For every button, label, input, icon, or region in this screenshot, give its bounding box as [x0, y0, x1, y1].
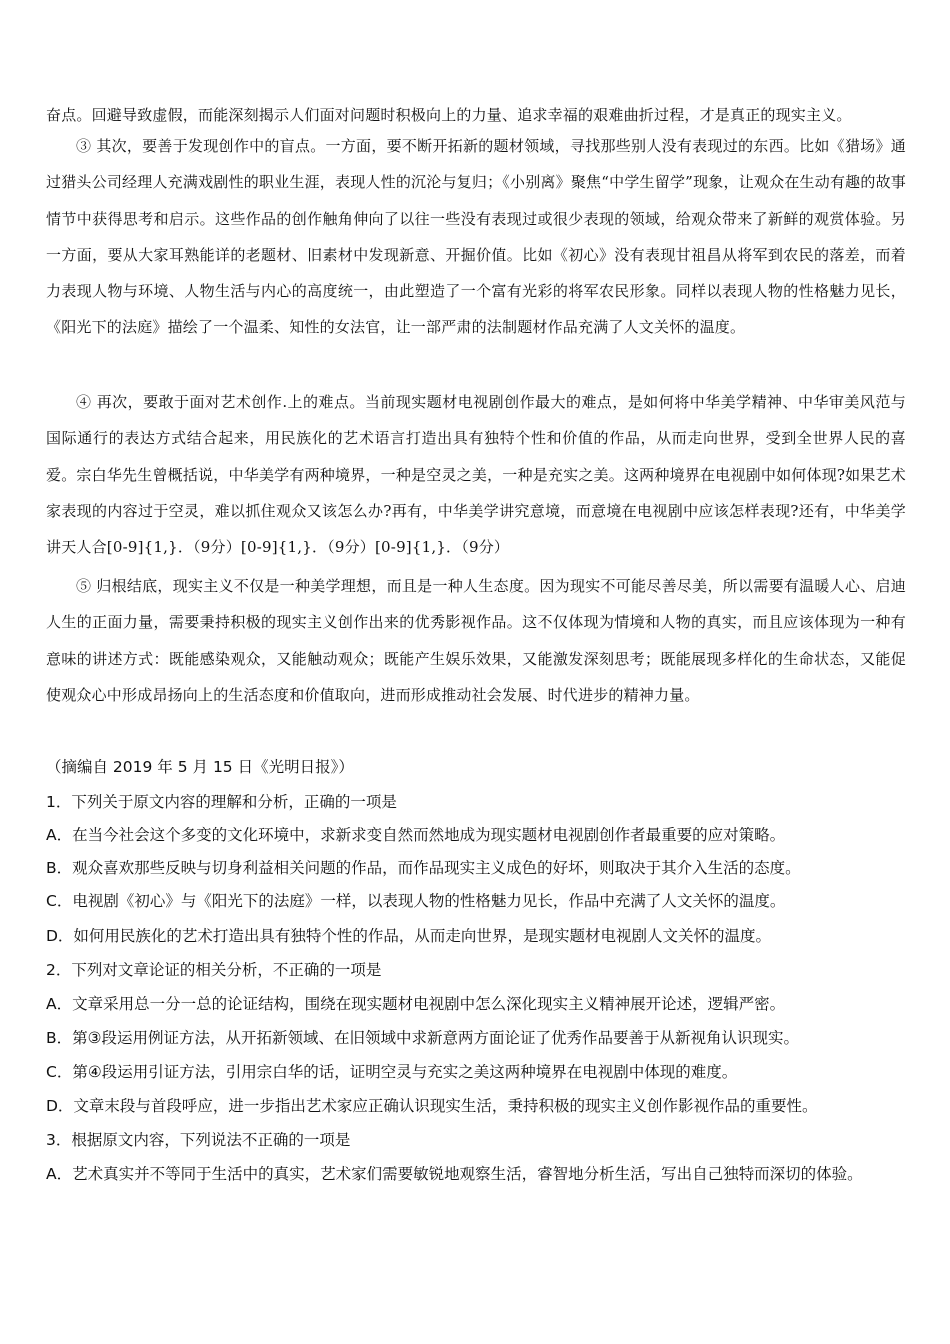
- question-2-option-b[interactable]: B．第③段运用例证方法，从开拓新领域、在旧领域中求新意两方面论证了优秀作品要善于从新视角认识现实。: [46, 1029, 800, 1047]
- passage-paragraph-continued: 奋点。回避导致虚假，而能深刻揭示人们面对问题时积极向上的力量、追求幸福的艰难曲折过程，才是真正的现实主义。: [46, 106, 852, 124]
- passage-source: （摘编自 2019 年 5 月 15 日《光明日报》）: [46, 758, 354, 776]
- question-3-option-a[interactable]: A．艺术真实并不等同于生活中的真实，艺术家们需要敏锐地观察生活，睿智地分析生活，写出自己独特而深切的体验。: [46, 1165, 863, 1183]
- question-1-option-c[interactable]: C．电视剧《初心》与《阳光下的法庭》一样，以表现人物的性格魅力见长，作品中充满了人文关怀的温度。: [46, 892, 786, 910]
- question-2-option-a[interactable]: A．文章采用总一分一总的论证结构，围绕在现实题材电视剧中怎么深化现实主义精神展开论述，逻辑严密。: [46, 995, 786, 1013]
- question-1-option-a[interactable]: A．在当今社会这个多变的文化环境中，求新求变自然而然地成为现实题材电视剧创作者最重要的应对策略。: [46, 826, 786, 844]
- passage-paragraph-5: ⑤ 归根结底，现实主义不仅是一种美学理想，而且是一种人生态度。因为现实不可能尽善尽美，所以需要有温暖人心、启迪人生的正面力量，需要秉持积极的现实主义创作出来的优秀影视作品。这不仅体现为情境和人物的真实，而且应该体现为一种有意味的讲述方式：既能感染观众，又能触动观众；既能产生娱乐效果，又能激发深刻思考；既能展现多样化的生命状态，又能促使观众心中形成昂扬向上的生活态度和价值取向，进而形成推动社会发展、时代进步的精神力量。: [46, 577, 906, 704]
- question-2-option-c[interactable]: C．第④段运用引证方法，引用宗白华的话，证明空灵与充实之美这两种境界在电视剧中体现的难度。: [46, 1063, 738, 1081]
- question-2-stem: 2．下列对文章论证的相关分析，不正确的一项是: [46, 961, 382, 979]
- question-1-stem: 1．下列关于原文内容的理解和分析，正确的一项是: [46, 793, 397, 811]
- question-1-option-b[interactable]: B．观众喜欢那些反映与切身利益相关问题的作品，而作品现实主义成色的好坏，则取决于其介入生活的态度。: [46, 859, 801, 877]
- question-2-option-d[interactable]: D．文章末段与首段呼应，进一步指出艺术家应正确认识现实生活，秉持积极的现实主义创作影视作品的重要性。: [46, 1097, 818, 1115]
- question-1-option-d[interactable]: D．如何用民族化的艺术打造出具有独特个性的作品，从而走向世界，是现实题材电视剧人文关怀的温度。: [46, 927, 771, 945]
- passage-paragraph-4: ④ 再次，要敢于面对艺术创作.上的难点。当前现实题材电视剧创作最大的难点，是如何将中华美学精神、中华审美风范与国际通行的表达方式结合起来，用民族化的艺术语言打造出具有独特个性和价值的作品，从而走向世界，受到全世界人民的喜爱。宗白华先生曾概括说，中华美学有两种境界，一种是空灵之美，一种是充实之美。这两种境界在电视剧中如何体现?如果艺术家表现的内容过于空灵，难以抓住观众又该怎么办?再有，中华美学讲究意境，而意境在电视剧中应该怎样表现?还有，中华美学讲天人合[0-9]{1,}．（9分）[0-9]{1,}．（9分）[0-9]{1,}．（9分）: [46, 393, 906, 557]
- question-3-stem: 3．根据原文内容，下列说法不正确的一项是: [46, 1131, 351, 1149]
- passage-paragraph-3: ③ 其次，要善于发现创作中的盲点。一方面，要不断开拓新的题材领域，寻找那些别人没有表现过的东西。比如《猎场》通过猎头公司经理人充满戏剧性的职业生涯，表现人性的沉沦与复归；《小别离》聚焦“中学生留学”现象，让观众在生动有趣的故事情节中获得思考和启示。这些作品的创作触角伸向了以往一些没有表现过或很少表现的领域，给观众带来了新鲜的观赏体验。另一方面，要从大家耳熟能详的老题材、旧素材中发现新意、开掘价值。比如《初心》没有表现甘祖昌从将军到农民的落差，而着力表现人物与环境、人物生活与内心的高度统一，由此塑造了一个富有光彩的将军农民形象。同样以表现人物的性格魅力见长，《阳光下的法庭》描绘了一个温柔、知性的女法官，让一部严肃的法制题材作品充满了人文关怀的温度。: [46, 137, 906, 337]
